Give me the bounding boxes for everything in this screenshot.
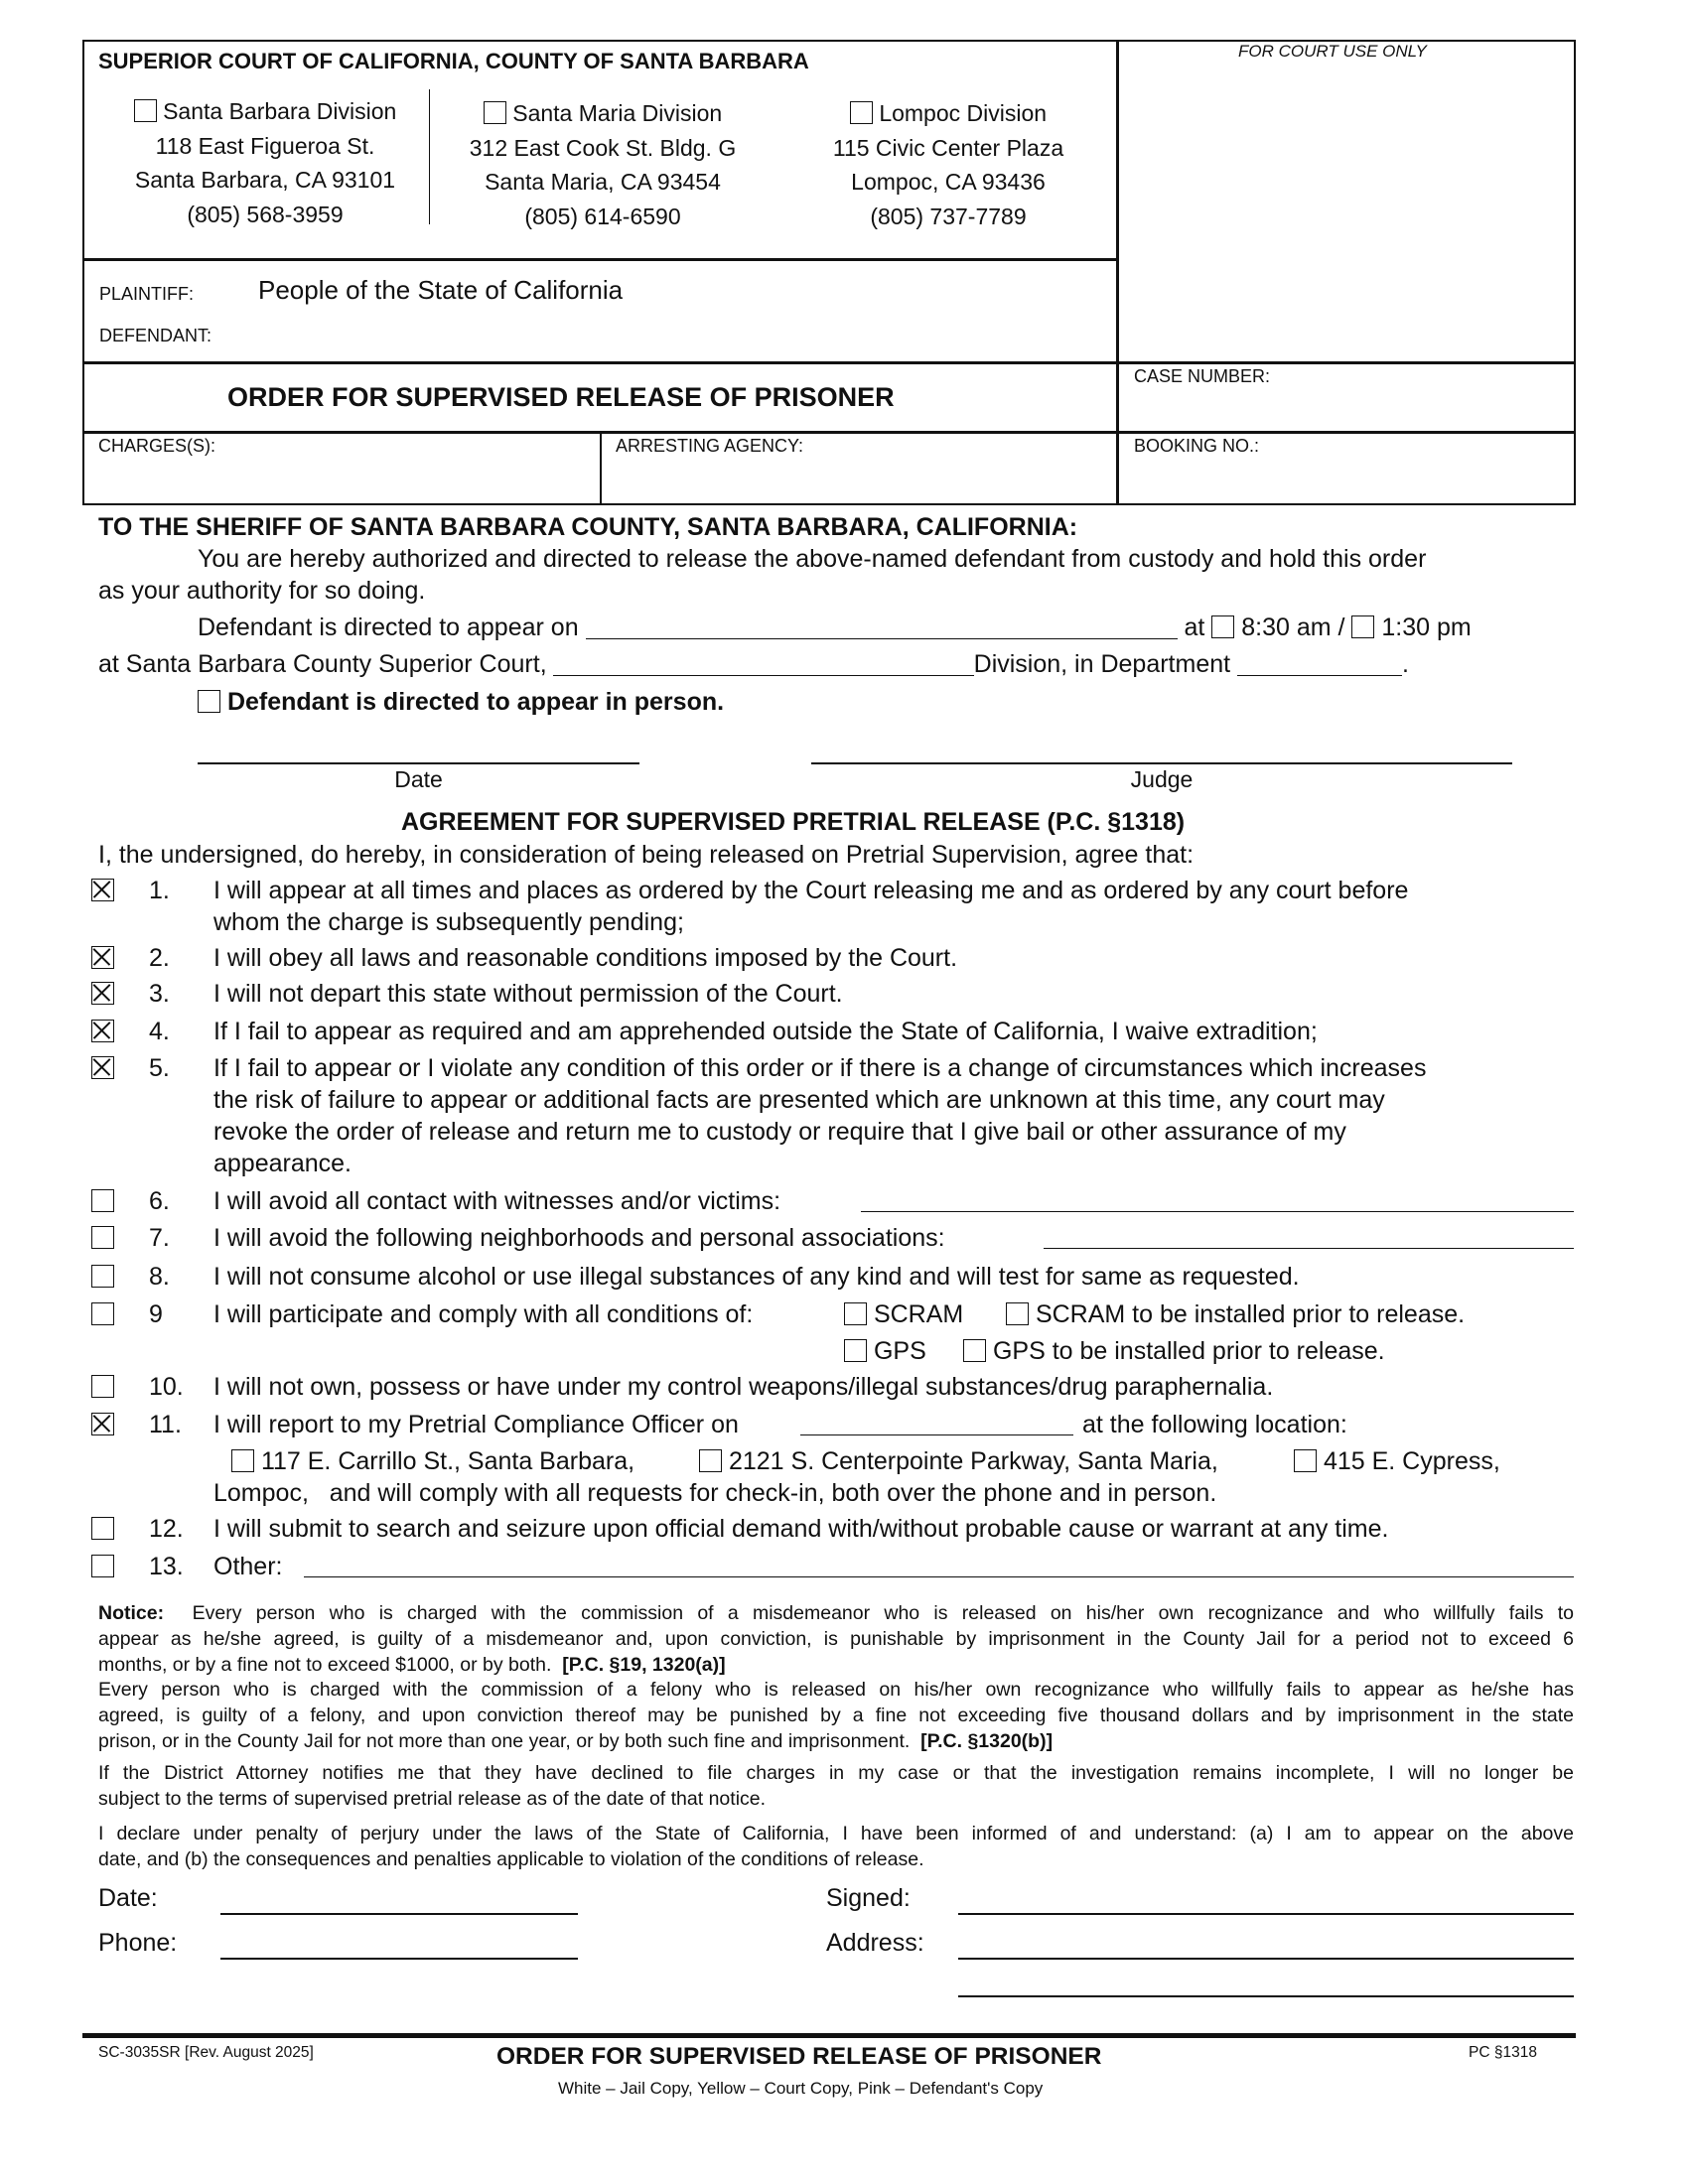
item-text: If I fail to appear as required and am apprehended outside the State of California, I waive extradition; — [213, 1018, 1318, 1045]
citation: [P.C. §19, 1320(a)] — [562, 1654, 726, 1676]
case-number-label: CASE NUMBER: — [1134, 366, 1271, 386]
division-name: Santa Maria Division — [512, 100, 723, 126]
notice-line: subject to the terms of supervised pretrial release as of the date of that notice. — [98, 1788, 767, 1810]
location-checkbox[interactable] — [231, 1449, 254, 1472]
location-checkbox[interactable] — [699, 1449, 722, 1472]
phone-label: Phone: — [98, 1929, 178, 1957]
in-person-line — [198, 687, 724, 717]
department-label: Division, in Department — [973, 650, 1231, 678]
item-checkbox[interactable] — [91, 1413, 114, 1435]
item-checkbox[interactable] — [91, 1020, 114, 1042]
notice-text: Every person who is charged with the commission of a misdemeanor who is released on his/her own recognizance and who willfully fails to — [192, 1602, 1574, 1624]
agreement-intro: I, the undersigned, do hereby, in consideration of being released on Pretrial Supervision, agree that: — [98, 841, 1195, 869]
item-7 — [0, 1223, 1688, 1253]
item-checkbox[interactable] — [91, 1375, 114, 1398]
other-field[interactable] — [304, 1554, 1574, 1577]
item-number: 9 — [149, 1300, 163, 1328]
division-santa-maria — [449, 96, 757, 233]
division-city: Santa Maria, CA 93454 — [485, 169, 721, 195]
item-checkbox[interactable] — [91, 879, 114, 901]
item-checkbox[interactable] — [91, 1555, 114, 1577]
gps-install-checkbox[interactable] — [963, 1339, 986, 1362]
in-person-label: Defendant is directed to appear in person. — [226, 688, 725, 716]
item-10 — [0, 1372, 1688, 1402]
witnesses-field[interactable] — [861, 1188, 1574, 1212]
item-text: I will appear at all times and places as ordered by the Court releasing me and as ordered by any court before — [213, 877, 1409, 904]
sign-date-field[interactable] — [220, 1913, 578, 1915]
plaintiff-value[interactable]: People of the State of California — [258, 275, 624, 305]
time-830-label: 8:30 am / — [1241, 614, 1345, 641]
copy-distribution: White – Jail Copy, Yellow – Court Copy, Pink – Defendant's Copy — [558, 2079, 1044, 2098]
agreement-heading: AGREEMENT FOR SUPERVISED PRETRIAL RELEASE (P.C. §1318) — [401, 808, 1186, 836]
item-number: 11. — [149, 1411, 182, 1438]
item-number: 3. — [149, 980, 170, 1008]
appear-label: Defendant is directed to appear on — [198, 614, 579, 641]
divider — [429, 89, 430, 224]
item-text: I will not consume alcohol or use illegal substances of any kind and will test for same as requested. — [213, 1263, 1300, 1291]
location-label: 2121 S. Centerpointe Parkway, Santa Maria, — [728, 1447, 1218, 1475]
item-number: 10. — [149, 1373, 184, 1401]
address-label: Address: — [826, 1929, 924, 1957]
item-text: I will avoid all contact with witnesses and/or victims: — [213, 1187, 781, 1215]
item-checkbox[interactable] — [91, 1517, 114, 1540]
gps-install-option[interactable] — [963, 1336, 1385, 1366]
item-number: 7. — [149, 1224, 170, 1252]
item-checkbox[interactable] — [91, 1226, 114, 1249]
appear-date-field[interactable] — [586, 615, 1178, 639]
division-checkbox[interactable] — [134, 99, 157, 122]
location-label: 117 E. Carrillo St., Santa Barbara, — [260, 1447, 635, 1475]
notice-line: If the District Attorney notifies me that they have declined to file charges in my case or that the investigation remains incomplete, I will no longer be — [98, 1762, 1574, 1784]
divider — [82, 258, 1118, 261]
item-text: I will participate and comply with all conditions of: — [213, 1300, 754, 1328]
item-4 — [0, 1017, 1688, 1046]
item-text: I will report to my Pretrial Compliance Officer on — [213, 1411, 739, 1438]
signed-label: Signed: — [826, 1884, 911, 1912]
item-5 — [0, 1053, 1688, 1182]
notice-line: Every person who is charged with the commission of a felony who is released on his/her own recognizance who willfully fails to appear as he/she has — [98, 1679, 1574, 1701]
court-label: at Santa Barbara County Superior Court, — [98, 650, 547, 678]
divider — [82, 361, 1576, 364]
item-number: 6. — [149, 1187, 170, 1215]
item-text: revoke the order of release and return me to custody or require that I give bail or other assurance of my — [213, 1118, 1346, 1146]
scram-install-option[interactable] — [1006, 1299, 1465, 1329]
item-12 — [0, 1514, 1688, 1544]
location-carrillo[interactable] — [231, 1446, 634, 1476]
signed-field[interactable] — [958, 1913, 1574, 1915]
address-field[interactable] — [958, 1958, 1574, 1960]
item-checkbox[interactable] — [91, 982, 114, 1005]
period: . — [1402, 650, 1409, 678]
division-city: Santa Barbara, CA 93101 — [134, 167, 396, 193]
location-label: 415 E. Cypress, — [1323, 1447, 1500, 1475]
notice-line — [98, 1600, 1574, 1626]
item-checkbox[interactable] — [91, 1056, 114, 1079]
item-text: Lompoc, and will comply with all requests for check-in, both over the phone and in person. — [213, 1479, 1217, 1507]
item-text: at the following location: — [1082, 1411, 1347, 1438]
form-title: ORDER FOR SUPERVISED RELEASE OF PRISONER — [227, 382, 895, 412]
order-text: You are hereby authorized and directed to release the above-named defendant from custody and hold this order — [198, 545, 1427, 573]
scram-install-checkbox[interactable] — [1006, 1302, 1029, 1325]
item-checkbox[interactable] — [91, 1302, 114, 1325]
order-text: as your authority for so doing. — [98, 577, 426, 605]
phone-field[interactable] — [220, 1958, 578, 1960]
time-830-checkbox[interactable] — [1211, 615, 1234, 638]
scram-checkbox[interactable] — [844, 1302, 867, 1325]
neighborhoods-field[interactable] — [1044, 1225, 1574, 1249]
division-street: 115 Civic Center Plaza — [832, 134, 1064, 161]
option-label: GPS to be installed prior to release. — [992, 1337, 1385, 1365]
booking-number-label: BOOKING NO.: — [1134, 436, 1260, 456]
item-11 — [0, 1410, 1688, 1509]
footer-code: PC §1318 — [1469, 2044, 1537, 2061]
date-label: Date — [394, 766, 443, 792]
division-name: Santa Barbara Division — [163, 98, 397, 124]
notice-text: prison, or in the County Jail for not more than one year, or by both such fine and imprisonment. — [98, 1730, 911, 1752]
time-130-label: 1:30 pm — [1381, 614, 1472, 641]
division-checkbox[interactable] — [850, 101, 873, 124]
item-text: If I fail to appear or I violate any condition of this order or if there is a change of circumstances which increases — [213, 1054, 1427, 1082]
divider — [600, 431, 602, 504]
sign-date-label: Date: — [98, 1884, 158, 1912]
defendant-label: DEFENDANT: — [99, 326, 212, 345]
divider — [82, 431, 1576, 434]
appear-date-line — [198, 613, 1472, 642]
division-santa-barbara — [111, 94, 419, 231]
court-line — [98, 649, 1409, 679]
at-label: at — [1184, 614, 1205, 641]
item-13 — [0, 1552, 1688, 1581]
item-9 — [0, 1299, 1688, 1369]
charges-label: CHARGES(S): — [98, 436, 216, 456]
item-2 — [0, 943, 1688, 973]
plaintiff-label: PLAINTIFF: — [99, 284, 195, 304]
option-label: SCRAM — [873, 1300, 964, 1328]
item-6 — [0, 1186, 1688, 1216]
form-id: SC-3035SR [Rev. August 2025] — [98, 2044, 314, 2061]
item-number: 5. — [149, 1054, 170, 1082]
division-field[interactable] — [553, 652, 974, 676]
item-checkbox[interactable] — [91, 1189, 114, 1212]
division-phone: (805) 614-6590 — [524, 203, 681, 229]
notice-line: agreed, is guilty of a felony, and upon conviction thereof may be punished by a fine not exceeding five thousand dollars and by imprisonment in the state — [98, 1705, 1574, 1726]
sheriff-heading: TO THE SHERIFF OF SANTA BARBARA COUNTY, SANTA BARBARA, CALIFORNIA: — [98, 513, 1078, 541]
item-number: 4. — [149, 1018, 170, 1045]
notice-line — [98, 1652, 1574, 1678]
division-street: 312 East Cook St. Bldg. G — [469, 134, 737, 161]
notice-line: appear as he/she agreed, is guilty of a misdemeanor and, upon conviction, is punishable by imprisonment in the County Jail for a period not to exceed 6 — [98, 1628, 1574, 1650]
judge-signature-line[interactable] — [811, 762, 1512, 764]
citation: [P.C. §1320(b)] — [920, 1730, 1054, 1752]
item-3 — [0, 979, 1688, 1009]
division-name: Lompoc Division — [879, 100, 1048, 126]
item-text: whom the charge is subsequently pending; — [213, 908, 684, 936]
division-phone: (805) 737-7789 — [870, 203, 1027, 229]
report-date-field[interactable] — [800, 1412, 1073, 1435]
item-checkbox[interactable] — [91, 946, 114, 969]
item-8 — [0, 1262, 1688, 1292]
division-lompoc — [794, 96, 1102, 233]
footer-title: ORDER FOR SUPERVISED RELEASE OF PRISONER — [496, 2043, 1102, 2070]
time-130-checkbox[interactable] — [1351, 615, 1374, 638]
item-text: I will obey all laws and reasonable conditions imposed by the Court. — [213, 944, 958, 972]
address-field-2[interactable] — [958, 1995, 1574, 1997]
division-city: Lompoc, CA 93436 — [851, 169, 1046, 195]
notice-line: I declare under penalty of perjury under the laws of the State of California, I have been informed of and understand: (a) I am to appear on the above — [98, 1823, 1574, 1844]
item-number: 13. — [149, 1553, 184, 1580]
notice-label: Notice: — [98, 1602, 165, 1624]
gps-checkbox[interactable] — [844, 1339, 867, 1362]
divider — [1116, 40, 1119, 505]
gps-option[interactable] — [844, 1336, 926, 1366]
in-person-checkbox[interactable] — [198, 690, 220, 713]
department-field[interactable] — [1237, 652, 1402, 676]
item-text: appearance. — [213, 1150, 352, 1177]
court-name: SUPERIOR COURT OF CALIFORNIA, COUNTY OF SANTA BARBARA — [98, 49, 809, 73]
location-centerpointe[interactable] — [699, 1446, 1218, 1476]
arresting-agency-label: ARRESTING AGENCY: — [616, 436, 804, 456]
division-checkbox[interactable] — [484, 101, 506, 124]
item-text: I will not own, possess or have under my control weapons/illegal substances/drug paraphernalia. — [213, 1373, 1274, 1401]
option-label: SCRAM to be installed prior to release. — [1035, 1300, 1466, 1328]
court-use-label: FOR COURT USE ONLY — [1238, 42, 1427, 61]
location-cypress[interactable] — [1294, 1446, 1500, 1476]
item-number: 2. — [149, 944, 170, 972]
location-checkbox[interactable] — [1294, 1449, 1317, 1472]
notice-line — [98, 1728, 1574, 1754]
item-number: 1. — [149, 877, 170, 904]
notice-text: months, or by a fine not to exceed $1000, or by both. — [98, 1654, 552, 1676]
item-text: I will avoid the following neighborhoods and personal associations: — [213, 1224, 945, 1252]
item-text: I will submit to search and seizure upon official demand with/without probable cause or warrant at any time. — [213, 1515, 1389, 1543]
item-checkbox[interactable] — [91, 1265, 114, 1288]
division-street: 118 East Figueroa St. — [155, 132, 375, 159]
item-number: 12. — [149, 1515, 184, 1543]
item-text: I will not depart this state without permission of the Court. — [213, 980, 843, 1008]
item-1 — [0, 876, 1688, 945]
item-number: 8. — [149, 1263, 170, 1291]
footer-rule — [82, 2033, 1576, 2038]
judge-label: Judge — [1130, 766, 1194, 792]
option-label: GPS — [873, 1337, 926, 1365]
date-signature-line[interactable] — [198, 762, 639, 764]
scram-option[interactable] — [844, 1299, 963, 1329]
division-phone: (805) 568-3959 — [187, 201, 344, 227]
notice-line: date, and (b) the consequences and penalties applicable to violation of the conditions of release. — [98, 1848, 924, 1870]
item-text: the risk of failure to appear or additional facts are presented which are unknown at this time, any court may — [213, 1086, 1385, 1114]
item-text: Other: — [213, 1553, 283, 1580]
